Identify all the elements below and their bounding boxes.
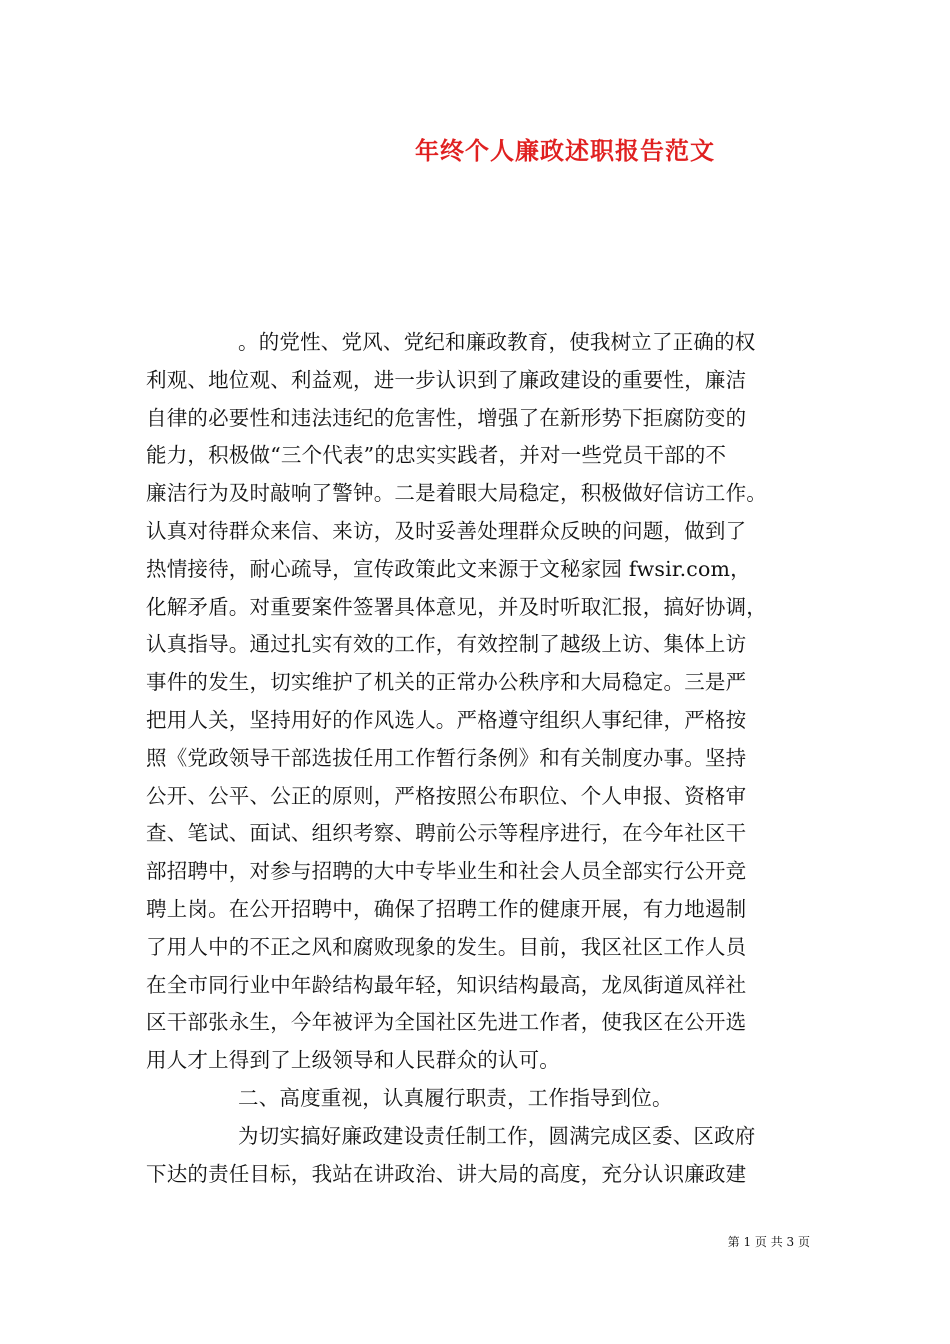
text-line: 化解矛盾。对重要案件签署具体意见，并及时听取汇报，搞好协调，: [146, 594, 767, 619]
section-heading: 二、高度重视，认真履行职责，工作指导到位。: [238, 1085, 673, 1110]
text-line: 认真对待群众来信、来访，及时妥善处理群众反映的问题，做到了: [146, 518, 747, 543]
text-line: 事件的发生，切实维护了机关的正常办公秩序和大局稳定。三是严: [146, 670, 747, 695]
text-line: 区干部张永生，今年被评为全国社区先进工作者，使我区在公开选: [146, 1010, 747, 1035]
text-line: 部招聘中，对参与招聘的大中专毕业生和社会人员全部实行公开竞: [146, 859, 747, 884]
text-line: 照《党政领导干部选拔任用工作暂行条例》和有关制度办事。坚持: [146, 745, 747, 770]
text-line: 认真指导。通过扎实有效的工作，有效控制了越级上访、集体上访: [146, 632, 747, 657]
text-line: 公开、公平、公正的原则，严格按照公布职位、个人申报、资格审: [146, 783, 747, 808]
text-line: 热情接待，耐心疏导，宣传政策此文来源于文秘家园 fwsir.com，: [146, 556, 751, 581]
text-line: 在全市同行业中年龄结构最年轻，知识结构最高，龙凤街道凤祥社: [146, 972, 747, 997]
text-line: 把用人关，坚持用好的作风选人。严格遵守组织人事纪律，严格按: [146, 707, 747, 732]
text-line: 。的党性、党风、党纪和廉政教育，使我树立了正确的权: [238, 330, 756, 354]
text-line: 为切实搞好廉政建设责任制工作，圆满完成区委、区政府: [238, 1123, 756, 1148]
text-line: 用人才上得到了上级领导和人民群众的认可。: [146, 1048, 560, 1073]
page-number: 第 1 页 共 3 页: [727, 1235, 810, 1249]
text-line: 利观、地位观、利益观，进一步认识到了廉政建设的重要性，廉洁: [146, 367, 747, 392]
text-line: 了用人中的不正之风和腐败现象的发生。目前，我区社区工作人员: [146, 934, 747, 959]
text-line: 聘上岗。在公开招聘中，确保了招聘工作的健康开展，有力地遏制: [146, 896, 747, 921]
text-line: 能力，积极做“三个代表”的忠实实践者，并对一些党员干部的不: [146, 443, 727, 468]
text-line: 查、笔试、面试、组织考察、聘前公示等程序进行，在今年社区干: [146, 821, 747, 846]
document-body: [146, 324, 816, 1193]
text-line: 下达的责任目标，我站在讲政治、讲大局的高度，充分认识廉政建: [146, 1161, 747, 1186]
document-title: 年终个人廉政述职报告范文: [415, 136, 715, 165]
text-line: 自律的必要性和违法违纪的危害性，增强了在新形势下拒腐防变的: [146, 405, 747, 430]
text-line: 廉洁行为及时敲响了警钟。二是着眼大局稳定，积极做好信访工作。: [146, 481, 767, 506]
